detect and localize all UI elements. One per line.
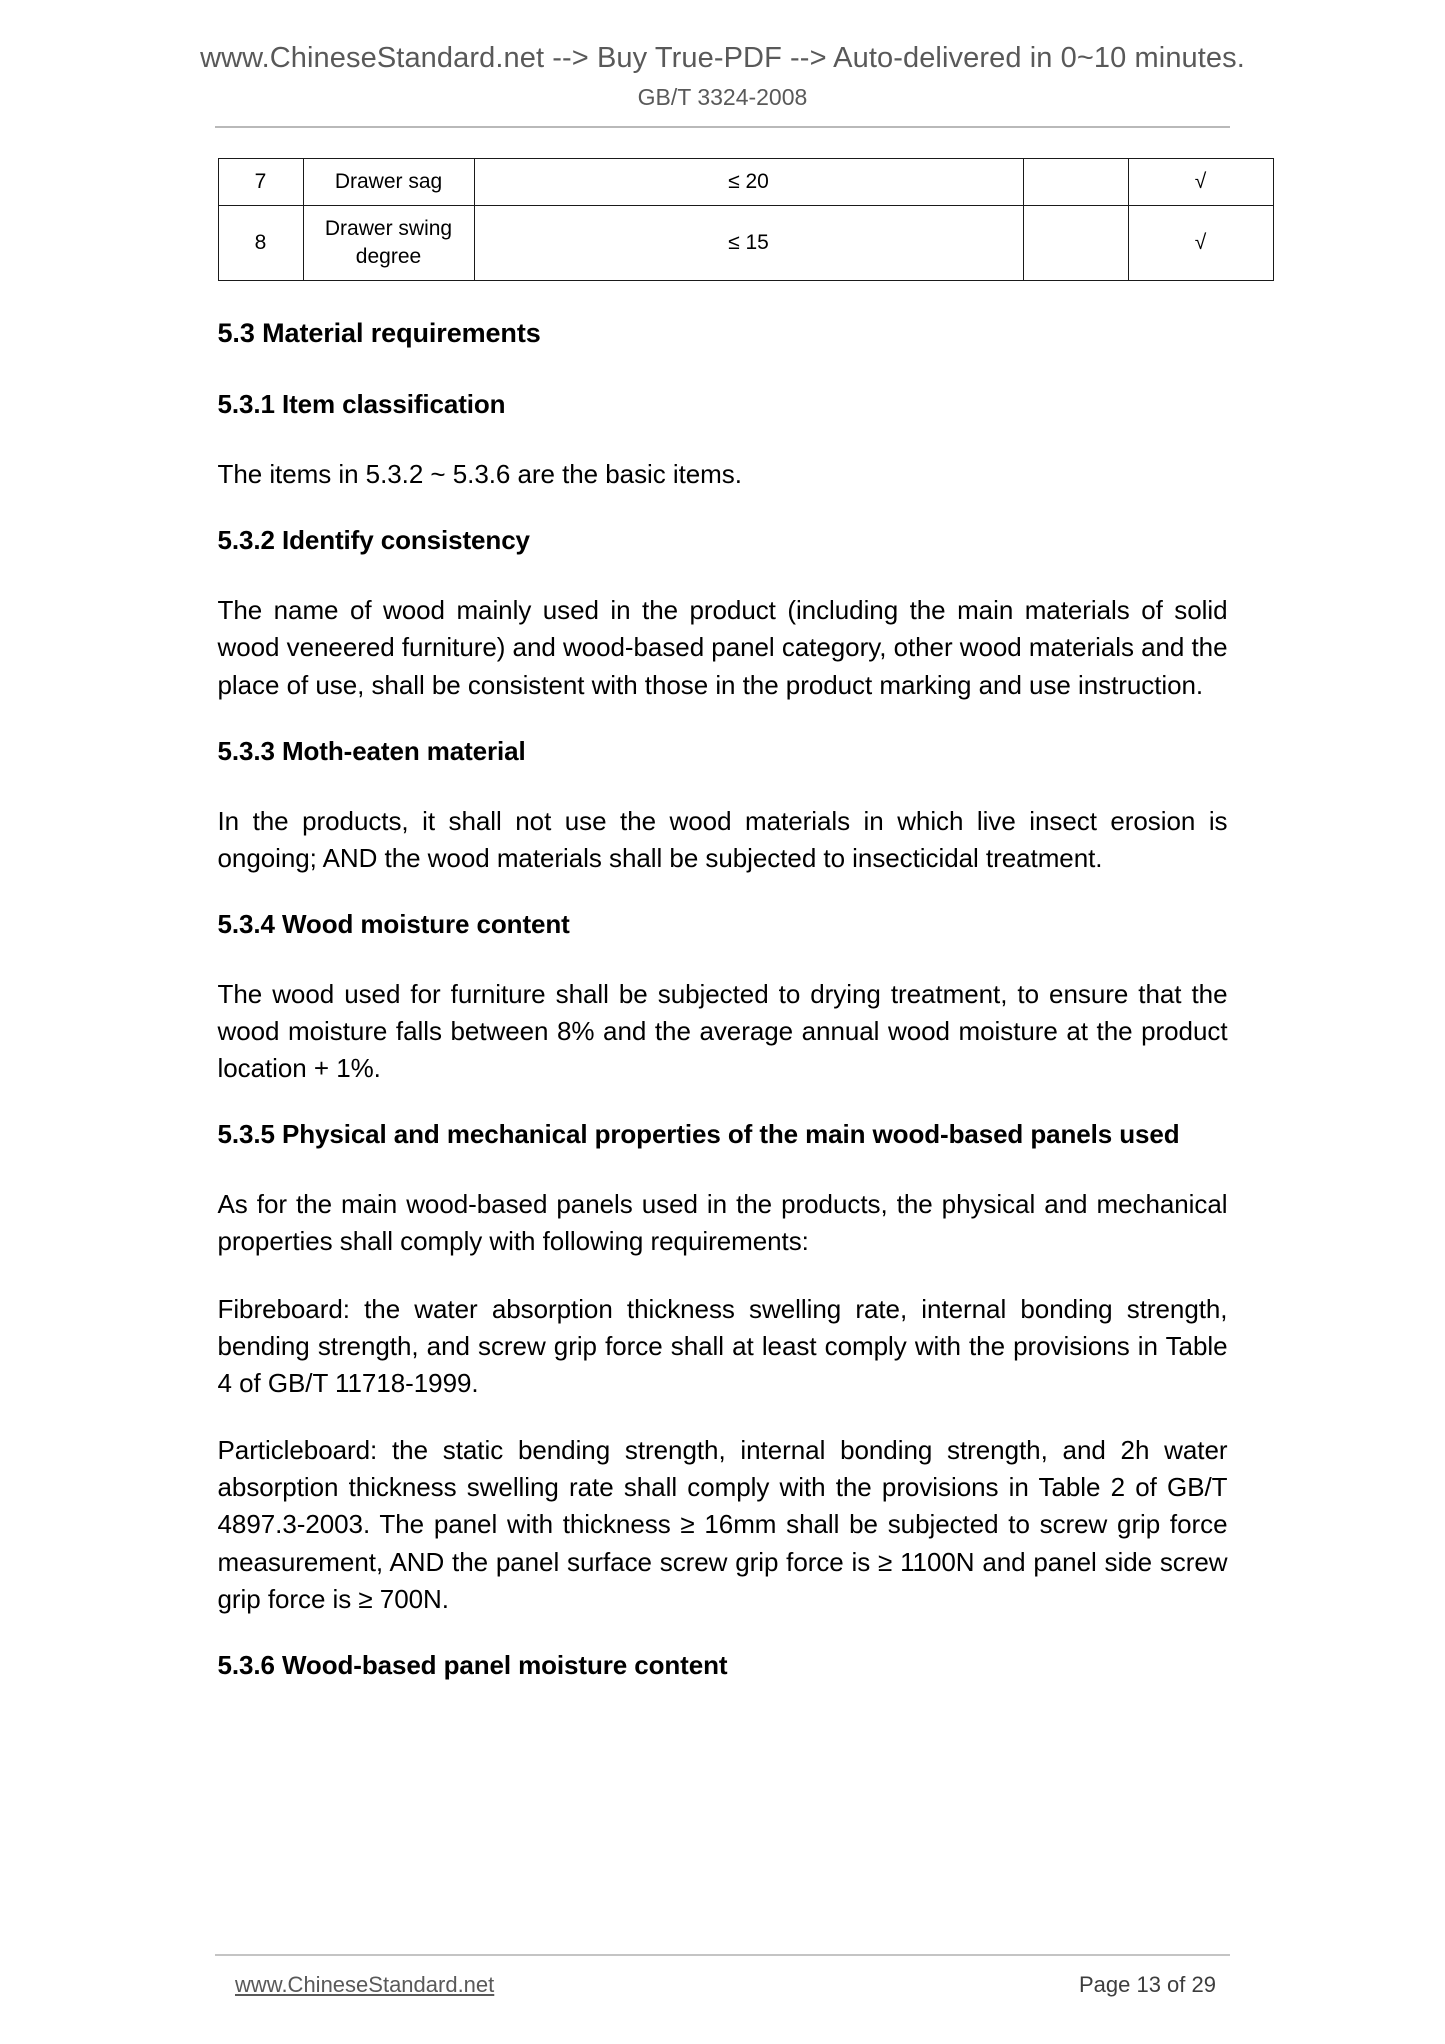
heading-5-3-3: 5.3.3 Moth-eaten material (217, 735, 526, 766)
promo-banner-text: www.ChineseStandard.net --> Buy True-PDF --> Auto-delivered in 0~10 minutes. (200, 42, 1245, 74)
cell-check-mark: √ (1128, 205, 1273, 280)
cell-value: ≤ 20 (474, 158, 1023, 205)
heading-5-3-5: 5.3.5 Physical and mechanical properties of the main wood-based panels used (217, 1119, 1180, 1150)
paragraph-5-3-5-intro: As for the main wood-based panels used in the products, the physical and mechanical properties shall comply with following requirements: (217, 1189, 1228, 1257)
spacer (218, 704, 1228, 734)
spacer (218, 1261, 1228, 1291)
spacer (218, 943, 1228, 976)
table-row (218, 158, 1273, 205)
paragraph-5-3-2: The name of wood mainly used in the product (including the main materials of solid wood veneered furniture) and wood-based panel category, other wood materials and the place of use, shall be consistent with those in the product marking and use instruction. (217, 595, 1228, 700)
spacer (218, 351, 1228, 387)
paragraph-5-3-4: The wood used for furniture shall be subjected to drying treatment, to ensure that the wood moisture falls between 8% and the average annual wood moisture at the product location + 1%. (217, 978, 1228, 1084)
spacer (218, 1618, 1228, 1648)
footer-divider (215, 1954, 1230, 1956)
requirements-table (218, 158, 1274, 281)
page-header (0, 0, 1445, 128)
spacer (218, 770, 1228, 803)
paragraph-fibreboard: Fibreboard: the water absorption thickness swelling rate, internal bonding strength, bending strength, and screw grip force shall at least comply with the provisions in Table 4 of GB/T 11718-1999. (217, 1293, 1228, 1398)
page-number-label: Page 13 of 29 (1078, 1972, 1216, 1997)
cell-no: 7 (218, 158, 303, 205)
spacer (218, 423, 1228, 456)
cell-item: Drawer sag (303, 158, 474, 205)
cell-check-mark: √ (1128, 158, 1273, 205)
heading-5-3-6: 5.3.6 Wood-based panel moisture content (217, 1649, 728, 1680)
heading-5-3: 5.3 Material requirements (217, 317, 541, 348)
cell-item: Drawer swing degree (303, 205, 474, 280)
footer-site-link[interactable]: www.ChineseStandard.net (235, 1972, 495, 1997)
heading-5-3-4: 5.3.4 Wood moisture content (217, 908, 570, 939)
cell-col-a (1023, 158, 1128, 205)
paragraph-particleboard: Particleboard: the static bending strength, internal bonding strength, and 2h water absorption thickness swelling rate shall comply with the provisions in Table 2 of GB/T 4897.3-2003. The panel with thickness ≥ 16mm shall be subjected to screw grip force measurement, AND the panel surface screw grip force is ≥ 1100N and panel side screw grip force is ≥ 700N. (217, 1435, 1228, 1614)
cell-col-a (1023, 205, 1128, 280)
cell-value: ≤ 15 (474, 205, 1023, 280)
standard-code-label: GB/T 3324-2008 (637, 84, 808, 111)
cell-no: 8 (218, 205, 303, 280)
spacer (218, 1153, 1228, 1186)
table-row (218, 205, 1273, 280)
spacer (218, 1087, 1228, 1117)
spacer (218, 559, 1228, 592)
paragraph-5-3-1: The items in 5.3.2 ~ 5.3.6 are the basic items. (217, 459, 742, 490)
spacer (218, 1402, 1228, 1432)
heading-5-3-2: 5.3.2 Identify consistency (217, 525, 530, 556)
footer-row (215, 1972, 1230, 1998)
page-footer (0, 1954, 1445, 1998)
paragraph-5-3-3: In the products, it shall not use the wood materials in which live insect erosion is ongoing; AND the wood materials shall be subjected to insecticidal treatment. (217, 805, 1228, 873)
spacer (218, 493, 1228, 523)
page-content (218, 128, 1228, 1684)
spacer (218, 877, 1228, 907)
heading-5-3-1: 5.3.1 Item classification (217, 389, 506, 420)
